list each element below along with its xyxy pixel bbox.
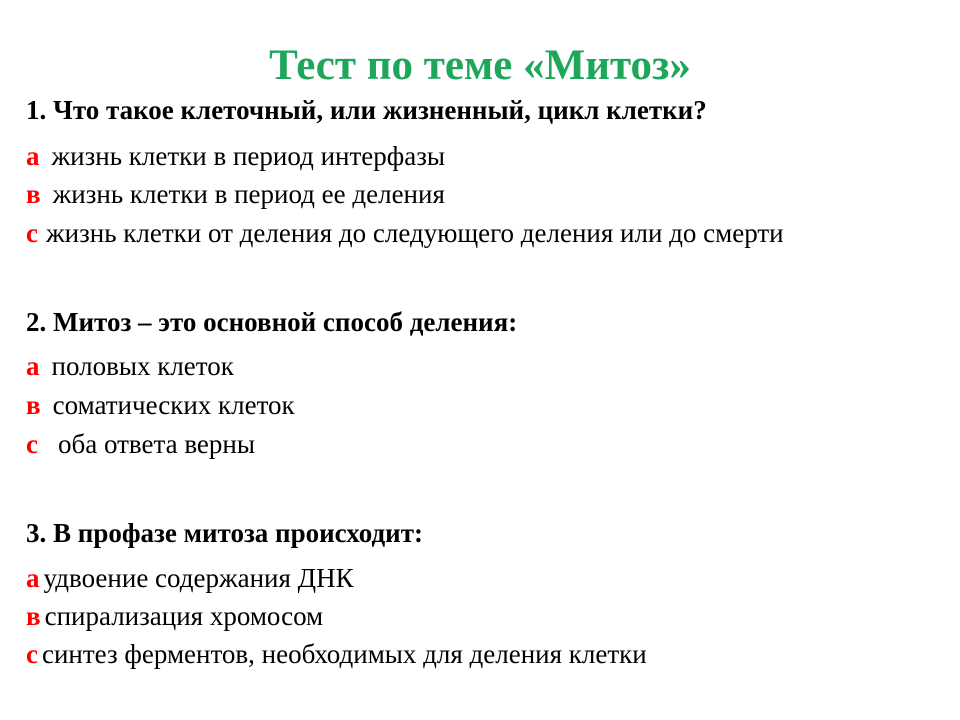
option-text: спирализация хромосом <box>44 601 324 631</box>
option-letter: с <box>26 639 38 669</box>
option-letter: а <box>26 351 40 381</box>
option-letter: в <box>26 390 41 420</box>
question-2-option-b <box>26 388 946 422</box>
option-text: синтез ферментов, необходимых для деления клетки <box>41 639 647 669</box>
option-letter: в <box>26 179 41 209</box>
option-text: жизнь клетки от деления до следующего деления или до смерти <box>45 218 784 248</box>
option-text: половых клеток <box>51 351 234 381</box>
option-letter: а <box>26 563 40 593</box>
option-letter: а <box>26 141 40 171</box>
question-1-option-a <box>26 139 946 173</box>
question-3-option-a <box>26 561 946 595</box>
question-3: 3. В профазе митоза происходит: <box>26 518 423 548</box>
question-2-option-a <box>26 349 946 383</box>
option-text: соматических клеток <box>52 390 295 420</box>
question-1-option-c <box>26 216 946 250</box>
option-text: оба ответа верны <box>57 429 255 459</box>
option-text: удвоение содержания ДНК <box>43 563 354 593</box>
option-letter: в <box>26 601 41 631</box>
page-title: Тест по теме «Митоз» <box>269 42 691 89</box>
option-letter: с <box>26 218 38 248</box>
question-3-option-b <box>26 599 946 633</box>
question-1-option-b <box>26 177 946 211</box>
question-2: 2. Митоз – это основной способ деления: <box>26 307 518 337</box>
option-text: жизнь клетки в период ее деления <box>52 179 445 209</box>
question-2-option-c <box>26 427 946 461</box>
option-letter: с <box>26 429 38 459</box>
question-1: 1. Что такое клеточный, или жизненный, цикл клетки? <box>26 95 707 125</box>
question-3-option-c <box>26 637 946 671</box>
option-text: жизнь клетки в период интерфазы <box>51 141 446 171</box>
